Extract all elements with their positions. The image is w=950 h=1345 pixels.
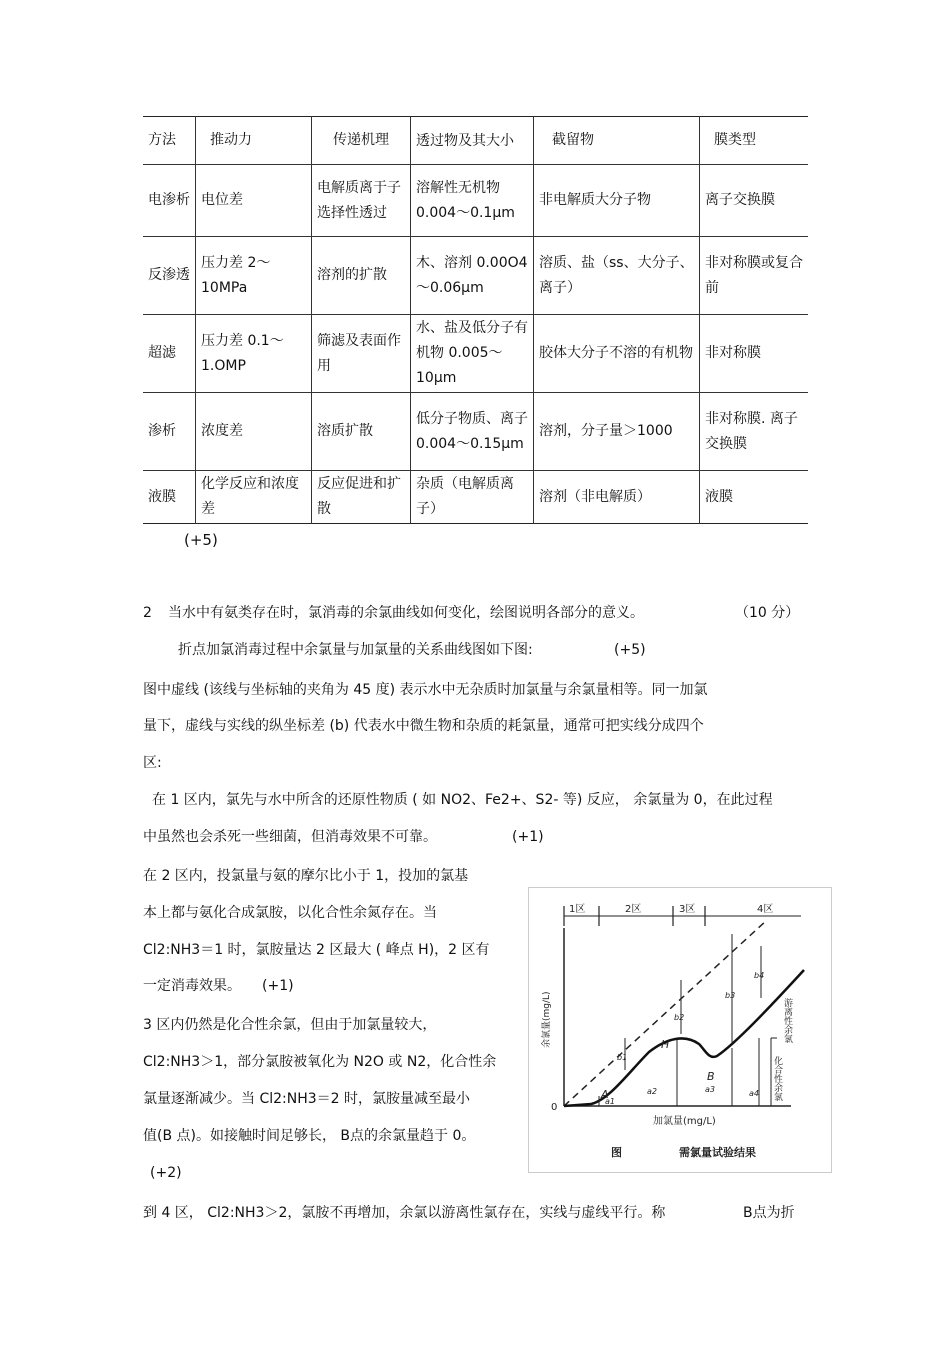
table-cell: 溶质扩散 (312, 393, 411, 471)
question-points: （10 分） (735, 605, 800, 621)
zone2-line: Cl2:NH3＝1 时，氯胺量达 2 区最大 ( 峰点 H)，2 区有 (143, 942, 490, 958)
zone2-line: 在 2 区内，投氯量与氨的摩尔比小于 1，投加的氯基 (143, 868, 469, 884)
point-a-label: A (601, 1088, 609, 1101)
zone-label: 3区 (679, 904, 696, 915)
zone3-line: 3 区内仍然是化合性余氯，但由于加氯量较大， (143, 1017, 437, 1033)
b-label: b1 (617, 1053, 628, 1062)
table-cell: 胶体大分子不溶的有机物 (534, 315, 700, 393)
table-cell: 电解质离于子选择性透过 (312, 165, 411, 237)
a-label: a1 (605, 1097, 615, 1106)
zone1-score: (+1) (512, 829, 544, 845)
table-header-cell: 传递机理 (312, 117, 411, 165)
table-cell: 木、溶剂 0.00O4～0.06μm (411, 237, 534, 315)
table-header-cell: 方法 (143, 117, 196, 165)
y-axis-label: 余氯量(mg/L) (542, 991, 552, 1048)
table-cell: 非对称膜或复合前 (700, 237, 809, 315)
membrane-table (143, 116, 808, 524)
table-row (143, 237, 808, 315)
table-cell: 离子交换膜 (700, 165, 809, 237)
table-cell: 化学反应和浓度差 (196, 471, 312, 524)
table-cell: 液膜 (148, 488, 176, 505)
figure-caption-label: 图 (611, 1146, 622, 1159)
table-cell: 浓度差 (196, 393, 312, 471)
zone3-line: Cl2:NH3＞1，部分氯胺被氧化为 N2O 或 N2，化合性余 (143, 1054, 497, 1070)
zone2-score: (+1) (262, 978, 294, 994)
question-text: 当水中有氨类存在时，氯消毒的余氯曲线如何变化，绘图说明各部分的意义。 (168, 605, 644, 621)
b-label: b4 (754, 971, 765, 980)
table-cell: 溶剂，分子量＞1000 (534, 393, 700, 471)
intro-text: 折点加氯消毒过程中余氯量与加氯量的关系曲线图如下图: (178, 642, 533, 658)
no-impurity-dashed-line (564, 920, 767, 1106)
table-cell: 反应促进和扩散 (312, 471, 411, 524)
table-header-cell: 透过物及其大小 (411, 117, 534, 165)
table-cell: 杂质（电解质离子） (411, 471, 534, 524)
table-cell: 溶解性无机物 0.004～0.1μm (411, 165, 534, 237)
zone-label: 1区 (569, 904, 586, 915)
table-cell: 非对称膜. 离子交换膜 (700, 393, 809, 471)
table-cell: 非电解质大分子物 (534, 165, 700, 237)
zone3-line: 氯量逐渐减少。当 Cl2:NH3＝2 时，氯胺量减至最小 (143, 1091, 471, 1107)
free-chlorine-label: 游离性余氯 (782, 998, 792, 1043)
zone4-line: 到 4 区， Cl2:NH3＞2，氯胺不再增加，余氯以游离性氯存在，实线与虚线平行。称 (143, 1205, 666, 1221)
table-header-cell: 推动力 (196, 117, 312, 165)
table-cell: 压力差 0.1～1.OMP (196, 315, 312, 393)
table-cell: 电渗析 (143, 165, 196, 237)
zone2-line: 本上都与氨化合成氯胺，以化合性余氮存在。当 (143, 905, 437, 921)
table-score: (+5) (184, 531, 218, 549)
table-cell: 渗析 (143, 393, 196, 471)
b-label: b3 (725, 991, 736, 1000)
table-cell: 电位差 (196, 165, 312, 237)
paragraph-line: 量下，虚线与实线的纵坐标差 (b) 代表水中微生物和杂质的耗氯量，通常可把实线分成四个 (143, 718, 704, 734)
a-label: a4 (749, 1089, 759, 1098)
zone2-line: 一定消毒效果。 (143, 978, 241, 994)
x-axis-label: 加氯量(mg/L) (653, 1116, 716, 1127)
table-header-cell: 截留物 (534, 117, 700, 165)
question-number: 2 (143, 605, 152, 621)
table-row (143, 471, 808, 524)
a-label: a2 (647, 1087, 657, 1096)
zone3-line: 值(B 点)。如接触时间足够长， B点的余氯量趋于 0。 (143, 1128, 476, 1144)
table-cell: 压力差 2～10MPa (196, 237, 312, 315)
table-cell: 溶剂（非电解质） (534, 471, 700, 524)
table-cell: 超滤 (143, 315, 196, 393)
table-row (143, 393, 808, 471)
point-h-label: H (661, 1038, 670, 1051)
table-header-cell: 膜类型 (700, 117, 809, 165)
b-label: b2 (674, 1013, 685, 1022)
table-row (143, 315, 808, 393)
residual-chlorine-curve (564, 970, 804, 1106)
zone-label: 4区 (757, 904, 774, 915)
zone-label: 2区 (625, 904, 642, 915)
paragraph-line: 区: (143, 755, 162, 771)
zone4-line: B点为折 (743, 1205, 795, 1221)
zone3-score: (+2) (150, 1165, 182, 1181)
figure-graphic (529, 888, 831, 1172)
point-b-label: B (707, 1070, 715, 1083)
table-header-row (143, 117, 808, 165)
table-cell: 溶剂的扩散 (312, 237, 411, 315)
paragraph-line: 图中虚线 (该线与坐标轴的夹角为 45 度) 表示水中无杂质时加氯量与余氯量相等。同一加氯 (143, 682, 708, 698)
table-row (143, 165, 808, 237)
zone1-line: 在 1 区内，氯先与水中所含的还原性物质 ( 如 NO2、Fe2+、S2- 等) 反应， 余氯量为 0，在此过程 (152, 792, 773, 808)
a-label: a3 (705, 1085, 715, 1094)
origin-label: 0 (551, 1102, 558, 1113)
intro-score: (+5) (614, 642, 646, 658)
table-cell: 低分子物质、离子 0.004～0.15μm (411, 393, 534, 471)
table-cell: 溶质、盐（ss、大分子、离子） (534, 237, 700, 315)
table-cell: 液膜 (700, 471, 809, 524)
table-cell: 非对称膜 (700, 315, 809, 393)
combined-chlorine-label: 化合性余氯 (772, 1056, 782, 1101)
breakpoint-chlorination-figure (528, 887, 832, 1173)
figure-caption: 需氯量试验结果 (679, 1146, 756, 1159)
table-cell: 水、盐及低分子有机物 0.005～10μm (411, 315, 534, 393)
table-cell: 筛滤及表面作用 (312, 315, 411, 393)
table-cell: 反渗透 (143, 237, 196, 315)
zone1-line: 中虽然也会杀死一些细菌，但消毒效果不可靠。 (143, 829, 437, 845)
